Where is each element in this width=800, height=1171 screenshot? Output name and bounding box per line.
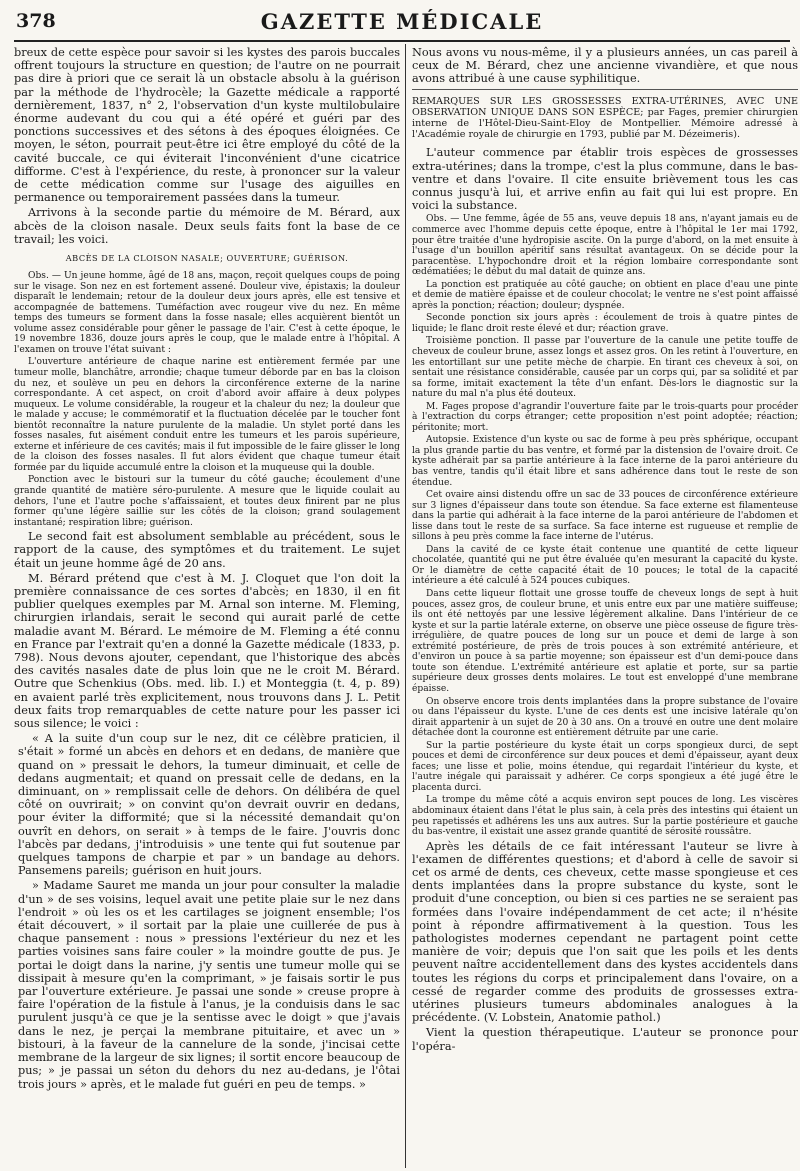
section-heading: ABCÈS DE LA CLOISON NASALE; OUVERTURE; GUÉRISON. [65, 253, 349, 264]
paragraph: Nous avons vu nous-même, il y a plusieurs années, un cas pareil à ceux de M. Bérard, chez une ancienne vivandière, et que nous avons attribué à une cause syphilitique. [412, 46, 798, 86]
quotation-paragraph: » Madame Sauret me manda un jour pour consulter la maladie d'un » de ses voisins, lequel avait une petite plaie sur le nez dans l'endroit » où les os et les cartilages se joignent ensemble; l'os était découvert, » il sortait par la plaie une cuillerée de pus à chaque pansement : nous » pressions l'extérieur du nez et les parties voisines sans faire couler » la moindre goutte de pus. Je portai le doigt dans la narine, j'y sentis une tumeur molle qui se dissipait à mesure qu'en la comprimant, » je faisais sortir le pus par l'ouverture extérieure. Je passai une sonde » creuse propre à faire l'opération de la fistule à l'anus, je la conduisis dans le sac purulent jusqu'à ce que je la sentisse avec le doigt » que j'avais dans le nez, je perçai la membrane pituitaire, et avec un » bistouri, à la faveur de la cannelure de la sonde, j'incisai cette membrane de la largeur de six lignes; il sortit encore beaucoup de pus; » je passai un séton du dehors du nez au-dedans, je l'ôtai trois jours » après, et le malade fut guéri en peu de temps. » [18, 879, 400, 1091]
paragraph: Le second fait est absolument semblable au précédent, sous le rapport de la cause, des symptômes et du traitement. Le sujet était un jeune homme âgé de 20 ans. [14, 530, 400, 570]
observation-paragraph: Ponction avec le bistouri sur la tumeur du côté gauche; écoulement d'une grande quantité de matière séro-purulente. A mesure que le liquide coulait au dehors, l'une et l'autre poche s'affaissaient, et toutes deux finirent par ne plus former qu'une légère saillie sur les côtés de la cloison; grand soulagement instantané; respiration libre; guérison. [14, 475, 400, 528]
observation-paragraph: M. Fages propose d'agrandir l'ouverture faite par le trois-quarts pour procéder à l'extraction du corps étranger; cette proposition n'est point adoptée; réaction; péritonite; mort. [412, 401, 798, 433]
journal-title: GAZETTE MÉDICALE [260, 9, 544, 34]
observation-paragraph: Obs. — Un jeune homme, âgé de 18 ans, maçon, reçoit quelques coups de poing sur le visage. Son nez en est fortement assené. Douleur vive, épistaxis; la douleur disparaît le lendemain; retour de la douleur deux jours après, elle est tensive et accompagnée de battemens. Tuméfaction avec rougeur vive du nez. En même temps des tumeurs se forment dans la fosse nasale; elles acquièrent bientôt un volume assez considérable pour gêner le passage de l'air. C'est à cette époque, le 19 novembre 1836, douze jours après le coup, que le malade entre à l'hôpital. A l'examen on trouve l'état suivant : [14, 271, 400, 355]
paragraph: L'auteur commence par établir trois espèces de grossesses extra-utérines; dans la trompe, c'est la plus commune, dans le bas-ventre et dans l'ovaire. Il cite ensuite brièvement tous les cas connus jusqu'à lui, et arrive enfin au fait qui lui est propre. En voici la substance. [412, 146, 798, 213]
observation-paragraph: On observe encore trois dents implantées dans la propre substance de l'ovaire ou dans l'épaisseur du kyste. L'une de ces dents est une incisive latérale qu'on dirait appartenir à un sujet de 20 à 30 ans. On a trouvé en outre une dent molaire détachée dont la couronne est entièrement détruite par une carie. [412, 696, 798, 739]
observation-paragraph: Seconde ponction six jours après : écoulement de trois à quatre pintes de liquide; le flanc droit reste élevé et dur; réaction grave. [412, 313, 798, 334]
column-divider [405, 44, 406, 1168]
observation-paragraph: Sur la partie postérieure du kyste était un corps spongieux durci, de sept pouces et demi de circonférence sur deux pouces et demi d'épaisseur, ayant deux faces; une lisse et polie, moins étendue, qui regardait l'intérieur du kyste, et l'autre inégale qui paraissait y adhérer. Ce corps spongieux a été jugé être le placenta durci. [412, 740, 798, 793]
page-header [14, 6, 790, 42]
paragraph: M. Bérard prétend que c'est à M. J. Cloquet que l'on doit la première connaissance de ces sortes d'abcès; en 1830, il en fit publier quelques exemples par M. Arnal son interne. M. Fleming, chirurgien irlandais, serait le second qui aurait parlé de cette maladie avant M. Bérard. Le mémoire de M. Fleming a été connu en France par l'extrait qu'en a donné la Gazette médicale (1833, p. 798). Nous devons ajouter, cependant, que l'historique des abcès des cavités nasales date de plus loin que ne le croit M. Bérard. Outre que Schenkius (Obs. med. lib. I.) et Monteggia (t. 4, p. 89) en avaient parlé très explicitement, nous trouvons dans J. L. Petit deux faits trop remarquables de cette nature pour les passer ici sous silence; le voici : [14, 571, 400, 731]
observation-paragraph: Autopsie. Existence d'un kyste ou sac de forme à peu près sphérique, occupant la plus grande partie du bas ventre, et formé par la distension de l'ovaire droit. Ce kyste adhérait par sa partie antérieure à la face interne de la paroi antérieure du bas ventre, tandis qu'il était libre et sans adhérence dans tout le reste de son étendue. [412, 435, 798, 488]
right-column [412, 46, 798, 1166]
paragraph: Vient la question thérapeutique. L'auteur se prononce pour l'opéra- [412, 1026, 798, 1053]
paragraph: Arrivons à la seconde partie du mémoire de M. Bérard, aux abcès de la cloison nasale. Deux seuls faits font la base de ce travail; les voici. [14, 206, 400, 246]
article-reference-heading: REMARQUES SUR LES GROSSESSES EXTRA-UTÉRINES, AVEC UNE OBSERVATION UNIQUE DANS SON ESPÈCE; par Fages, premier chirurgien interne de l'Hôtel-Dieu-Saint-Eloy de Montpellier. Mémoire adressé à l'Académie royale de chirurgie en 1793, publié par M. Dézeimeris). [412, 95, 798, 141]
observation-paragraph: Troisième ponction. Il passe par l'ouverture de la canule une petite touffe de cheveux de couleur brune, assez longs et assez gros. On les retint à l'ouverture, en les entortillant sur une petite mèche de charpie. En tirant ces cheveux à soi, on sentait une résistance considérable, causée par un corps qui, par sa solidité et par sa forme, imitait exactement la tête d'un enfant. Dès-lors le diagnostic sur la nature du mal n'a plus été douteux. [412, 336, 798, 400]
observation-paragraph: L'ouverture antérieure de chaque narine est entièrement fermée par une tumeur molle, blanchâtre, arrondie; chaque tumeur déborde par en bas la cloison du nez, et soulève un peu en dehors la circonférence externe de la narine correspondante. A cet aspect, on croit d'abord avoir affaire à deux polypes muqueux. Le volume considérable, la rougeur et la chaleur du nez; la douleur que le malade y accuse; le commémoratif et la fluctuation décelée par le toucher font bientôt reconnaître la nature purulente de la maladie. Un stylet porté dans les fosses nasales, fut aisément conduit entre les tumeurs et les parois supérieure, externe et inférieure de ces cavités; mais il fut impossible de le faire glisser le long de la cloison des fosses nasales. Il fut alors évident que chaque tumeur était formée par du liquide accumulé entre la cloison et la muqueuse qui la double. [14, 357, 400, 473]
quotation-paragraph: « A la suite d'un coup sur le nez, dit ce célèbre praticien, il s'était » formé un abcès en dehors et en dedans, de manière que quand on » pressait le dehors, la tumeur diminuait, et celle de dedans augmentait; et quand on pressait celle de dedans, en la diminuant, on » remplissait celle de dehors. On délibéra de quel côté on ouvrirait; » on convint qu'on devrait ouvrir en dedans, pour éviter la difformité; que si la nécessité demandait qu'on ouvrît en dehors, on serait » à temps de le faire. J'ouvris donc l'abcès par dedans, j'introduisis » une tente qui fut soutenue par quelques tampons de charpie et par » un bandage au dehors. Pansemens pareils; guérison en huit jours. [18, 732, 400, 878]
observation-paragraph: Dans la cavité de ce kyste était contenue une quantité de cette liqueur chocolatée, quantité qui ne put être évaluée qu'en mesurant la capacité du kyste. Or le diamètre de cette capacité était de 10 pouces; le total de la capacité intérieure a été calculé à 524 pouces cubiques. [412, 544, 798, 587]
observation-paragraph: La ponction est pratiquée au côté gauche; on obtient en place d'eau une pinte et demie de matière épaisse et de couleur chocolat; le ventre ne s'est point affaissé après la ponction; réaction; douleur; dyspnée. [412, 279, 798, 311]
observation-paragraph: Dans cette liqueur flottait une grosse touffe de cheveux longs de sept à huit pouces, assez gros, de couleur brune, et unis entre eux par une matière suiffeuse; ils ont été nettoyés par une lessive légèrement alkaline. Dans l'intérieur de ce kyste et sur la partie latérale externe, on observe une pièce osseuse de figure très-irrégulière, de quatre pouces de long sur un pouce et demi de large à son extrémité postérieure, de près de trois pouces à son extrémité antérieure, et d'environ un pouce à sa partie moyenne; son épaisseur est d'un demi-pouce dans toute son étendue. L'extrémité antérieure est aplatie et porte, sur sa partie supérieure deux grosses dents molaires. Le tout est enveloppé d'une membrane épaisse. [412, 589, 798, 694]
observation-paragraph: Obs. — Une femme, âgée de 55 ans, veuve depuis 18 ans, n'ayant jamais eu de commerce avec l'homme depuis cette époque, entre à l'hôpital le 1er mai 1792, pour être traitée d'une hydropisie ascite. On la purge d'abord, on la met ensuite à l'usage d'un bouillon apéritif sans résultat avantageux. On se décide pour la paracentèse. L'hypochondre droit et la région lombaire correspondante sont œdématiées; le début du mal datait de quinze ans. [412, 214, 798, 278]
paragraph: Après les détails de ce fait intéressant l'auteur se livre à l'examen de différentes questions; et d'abord à celle de savoir si cet os armé de dents, ces cheveux, cette masse spongieuse et ces dents implantées dans la propre substance du kyste, sont le produit d'une conception, ou bien si ces parties ne se seraient pas formées dans l'ovaire indépendamment de cet acte; il n'hésite point à répondre affirmativement à la question. Tous les pathologistes modernes cependant ne partagent point cette manière de voir; depuis que l'on sait que les poils et les dents peuvent naître accidentellement dans des kystes accidentels dans toutes les régions du corps et principalement dans l'ovaire, on a cessé de regarder comme des produits de grossesses extra-utérines plusieurs tumeurs abdominales analogues à la précédente. (V. Lobstein, Anatomie pathol.) [412, 839, 798, 1025]
page-number: 378 [16, 10, 56, 32]
left-column [14, 46, 400, 1166]
paragraph: breux de cette espèce pour savoir si les kystes des parois buccales offrent toujours la structure en question; de l'autre on ne pourrait pas dire à priori que ce serait là un obstacle absolu à la guérison par la méthode de l'hydrocèle; la Gazette médicale a rapporté dernièrement, 1837, n° 2, l'observation d'un kyste multilobulaire énorme audevant du cou qui a été opéré et guéri par des ponctions successives et des sétons à des époques éloignées. Ce moyen, le séton, pourrait peut-être ici être employé du côté de la cavité buccale, ce qui éviterait l'inconvénient d'une cicatrice difforme. C'est à l'expérience, du reste, à prononcer sur la valeur de cette médication comme sur l'usage des aiguilles en permanence ou temporairement passées dans la tumeur. [14, 46, 400, 205]
section-divider [412, 89, 798, 90]
observation-paragraph: La trompe du même côté a acquis environ sept pouces de long. Les viscères abdominaux étaient dans l'état le plus sain, à cela près des intestins qui étaient un peu rapetissés et adhérens les uns aux autres. Sur la partie postérieure et gauche du bas-ventre, il existait une assez grande quantité de sérosité roussâtre. [412, 795, 798, 838]
observation-paragraph: Cet ovaire ainsi distendu offre un sac de 33 pouces de circonférence extérieure sur 3 lignes d'épaisseur dans toute son étendue. Sa face externe est filamenteuse dans la partie qui adhérait à la face interne de la paroi antérieure de l'abdomen et lisse dans tout le reste de sa surface. Sa face interne est rugueuse et remplie de sillons à peu près comme la face interne de l'utérus. [412, 490, 798, 543]
